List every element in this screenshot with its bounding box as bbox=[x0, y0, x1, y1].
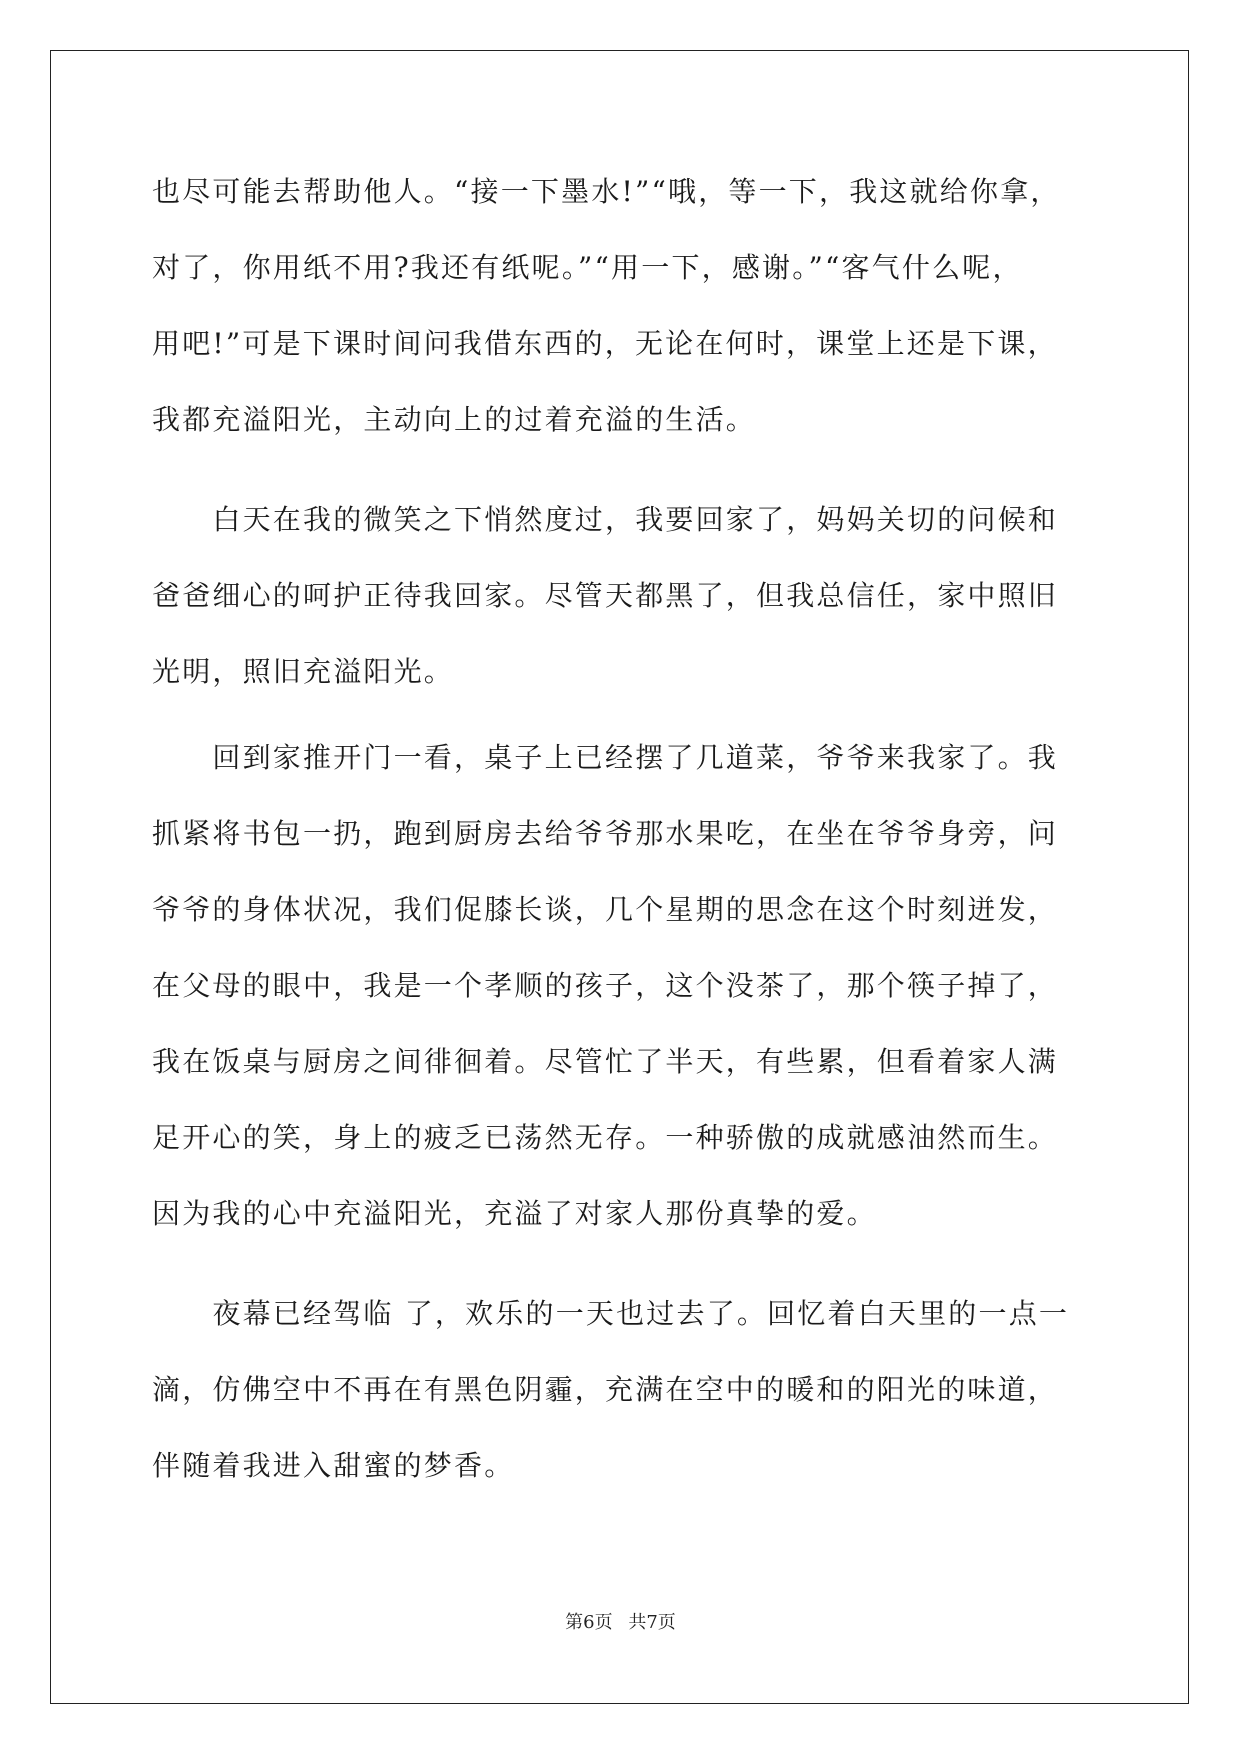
body-line-13: 足开心的笑，身上的疲乏已荡然无存。一种骄傲的成就感油然而生。 bbox=[152, 1121, 1059, 1154]
body-line-14: 因为我的心中充溢阳光，充溢了对家人那份真挚的爱。 bbox=[152, 1197, 877, 1230]
body-line-10: 爷爷的身体状况，我们促膝长谈，几个星期的思念在这个时刻迸发， bbox=[152, 893, 1059, 926]
body-line-11: 在父母的眼中，我是一个孝顺的孩子，这个没茶了，那个筷子掉了， bbox=[152, 969, 1059, 1002]
body-line-12: 我在饭桌与厨房之间徘徊着。尽管忙了半天，有些累，但看着家人满 bbox=[152, 1045, 1059, 1078]
body-line-8: 回到家推开门一看，桌子上已经摆了几道菜，爷爷来我家了。我 bbox=[152, 741, 1059, 774]
page-number-footer: 第6页 共7页 bbox=[565, 1612, 676, 1633]
body-line-3: 用吧!”可是下课时间问我借东西的，无论在何时，课堂上还是下课， bbox=[152, 327, 1058, 360]
body-line-6: 爸爸细心的呵护正待我回家。尽管天都黑了，但我总信任，家中照旧 bbox=[152, 579, 1059, 612]
body-line-9: 抓紧将书包一扔，跑到厨房去给爷爷那水果吃，在坐在爷爷身旁，问 bbox=[152, 817, 1059, 850]
body-line-17: 伴随着我进入甜蜜的梦香。 bbox=[152, 1449, 515, 1482]
body-line-7: 光明，照旧充溢阳光。 bbox=[152, 655, 455, 688]
body-line-4: 我都充溢阳光，主动向上的过着充溢的生活。 bbox=[152, 403, 757, 436]
body-line-1: 也尽可能去帮助他人。“接一下墨水!”“哦，等一下，我这就给你拿， bbox=[152, 175, 1061, 208]
body-line-16: 滴，仿佛空中不再在有黑色阴霾，充满在空中的暖和的阳光的味道， bbox=[152, 1373, 1059, 1406]
body-line-5: 白天在我的微笑之下悄然度过，我要回家了，妈妈关切的问候和 bbox=[152, 503, 1059, 536]
body-line-2: 对了，你用纸不用?我还有纸呢。”“用一下，感谢。”“客气什么呢， bbox=[152, 251, 1023, 284]
body-line-15: 夜幕已经驾临 了，欢乐的一天也过去了。回忆着白天里的一点一 bbox=[152, 1297, 1070, 1330]
